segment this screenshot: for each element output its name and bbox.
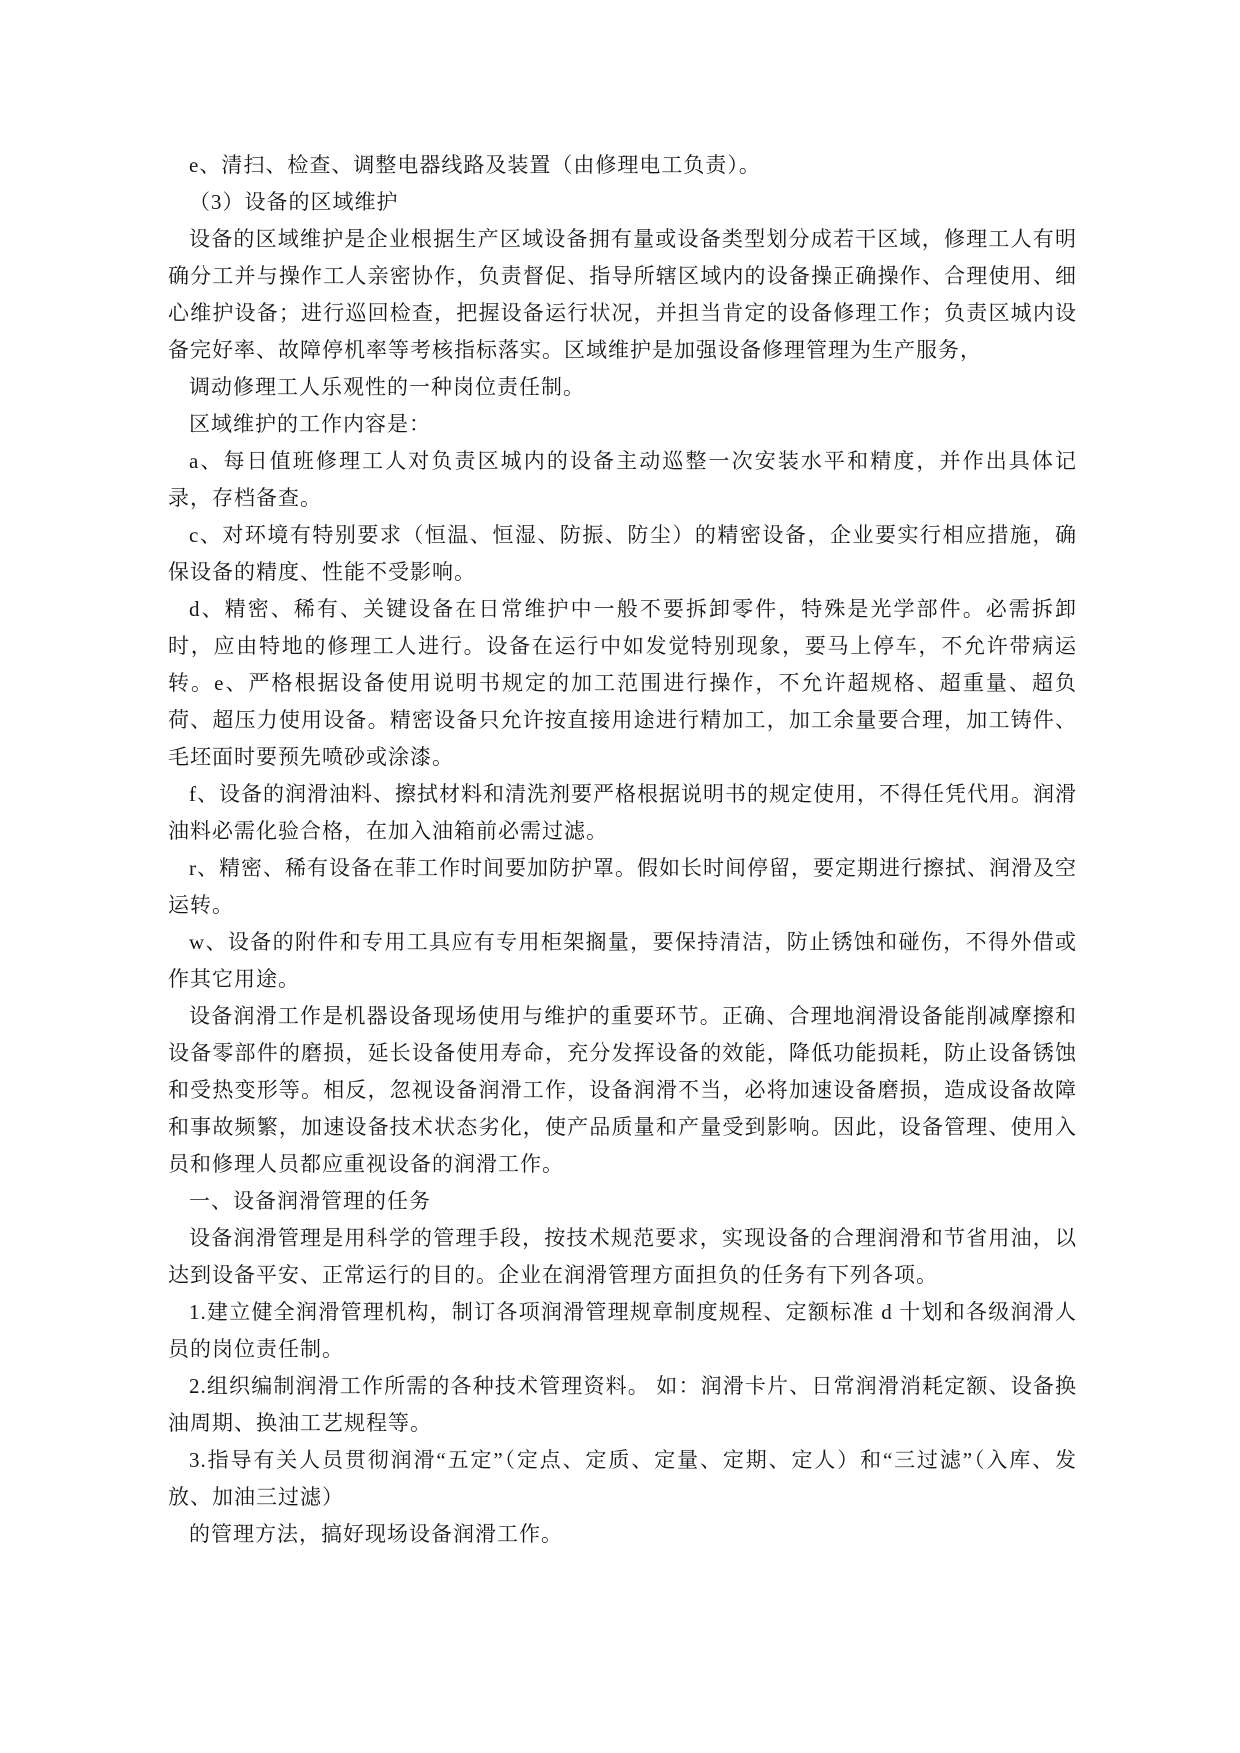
paragraph: r、精密、稀有设备在菲工作时间要加防护罩。假如长时间停留，要定期进行擦拭、润滑及空运转。 bbox=[168, 856, 1077, 917]
paragraph: （3）设备的区域维护 bbox=[189, 190, 399, 214]
paragraph: e、清扫、检查、调整电器线路及装置（由修理电工负责）。 bbox=[189, 153, 761, 177]
paragraph: 2.组织编制润滑工作所需的各种技术管理资料。 如：润滑卡片、日常润滑消耗定额、设备换油周期、换油工艺规程等。 bbox=[168, 1374, 1077, 1435]
paragraph: 设备润滑管理是用科学的管理手段，按技术规范要求，实现设备的合理润滑和节省用油，以达到设备平安、正常运行的目的。企业在润滑管理方面担负的任务有下列各项。 bbox=[168, 1226, 1077, 1287]
paragraph: 3.指导有关人员贯彻润滑“五定”（定点、定质、定量、定期、定人）和“三过滤”（入库、发放、加油三过滤） bbox=[168, 1448, 1077, 1509]
paragraph: 的管理方法，搞好现场设备润滑工作。 bbox=[189, 1522, 563, 1546]
paragraph: d、精密、稀有、关键设备在日常维护中一般不要拆卸零件，特殊是光学部件。必需拆卸时，应由特地的修理工人进行。设备在运行中如发觉特别现象，要马上停车，不允许带病运转。e、严格根据设备使用说明书规定的加工范围进行操作，不允许超规格、超重量、超负荷、超压力使用设备。精密设备只允许按直接用途进行精加工，加工余量要合理，加工铸件、毛坯面时要预先喷砂或涂漆。 bbox=[168, 597, 1077, 769]
paragraph: 设备的区域维护是企业根据生产区域设备拥有量或设备类型划分成若干区域，修理工人有明确分工并与操作工人亲密协作，负责督促、指导所辖区域内的设备操正确操作、合理使用、细心维护设备；进行巡回检查，把握设备运行状况，并担当肯定的设备修理工作；负责区城内设备完好率、故障停机率等考核指标落实。区域维护是加强设备修理管理为生产服务， bbox=[168, 227, 1077, 362]
paragraph: f、设备的润滑油料、擦拭材料和清洗剂要严格根据说明书的规定使用，不得任凭代用。润滑油料必需化验合格，在加入油箱前必需过滤。 bbox=[168, 782, 1077, 843]
paragraph: 1.建立健全润滑管理机构，制订各项润滑管理规章制度规程、定额标准 d 十划和各级润滑人员的岗位责任制。 bbox=[168, 1300, 1077, 1361]
paragraph: 一、设备润滑管理的任务 bbox=[189, 1189, 431, 1213]
paragraph: w、设备的附件和专用工具应有专用柜架搁量，要保持清洁，防止锈蚀和碰伤，不得外借或作其它用途。 bbox=[168, 930, 1077, 991]
paragraph: 设备润滑工作是机器设备现场使用与维护的重要环节。正确、合理地润滑设备能削减摩擦和设备零部件的磨损，延长设备使用寿命，充分发挥设备的效能，降低功能损耗，防止设备锈蚀和受热变形等。相反，忽视设备润滑工作，设备润滑不当，必将加速设备磨损，造成设备故障和事故频繁，加速设备技术状态劣化，使产品质量和产量受到影响。因此，设备管理、使用入员和修理人员都应重视设备的润滑工作。 bbox=[168, 1004, 1077, 1176]
paragraph: 区域维护的工作内容是： bbox=[189, 412, 431, 436]
paragraph: a、每日值班修理工人对负责区城内的设备主动巡整一次安装水平和精度，并作出具体记录，存档备查。 bbox=[168, 449, 1077, 510]
paragraph: 调动修理工人乐观性的一种岗位责任制。 bbox=[189, 375, 585, 399]
document-body bbox=[168, 147, 1077, 1553]
paragraph: c、对环境有特别要求（恒温、恒湿、防振、防尘）的精密设备，企业要实行相应措施，确保设备的精度、性能不受影响。 bbox=[168, 523, 1077, 584]
